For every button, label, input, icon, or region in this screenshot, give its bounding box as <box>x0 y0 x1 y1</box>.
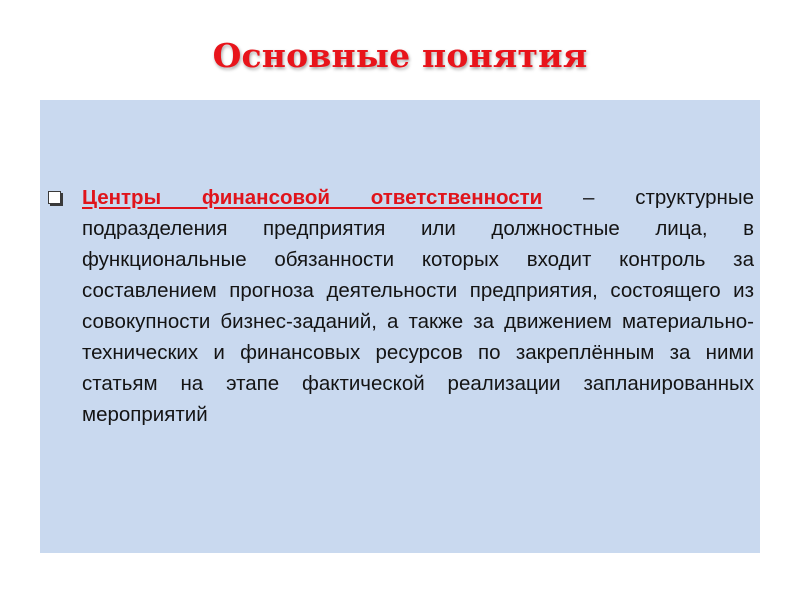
defined-term: Центры финансовой ответственности <box>82 186 543 209</box>
slide-title: Основные понятия <box>212 36 588 75</box>
bullet-text <box>82 182 754 430</box>
bullet-item <box>48 182 754 430</box>
hollow-square-bullet-icon <box>48 191 61 204</box>
term-definition: – структурные подразделения предприятия или должностные лица, в функциональные обязанности которых входит контроль за составлением прогноза деятельности предприятия, состоящего из совокупности бизнес-заданий, а также за движением материально-технических и финансовых ресурсов по закреплённым за ними статьям на этапе фактической реализации запланированных мероприятий <box>82 186 754 426</box>
